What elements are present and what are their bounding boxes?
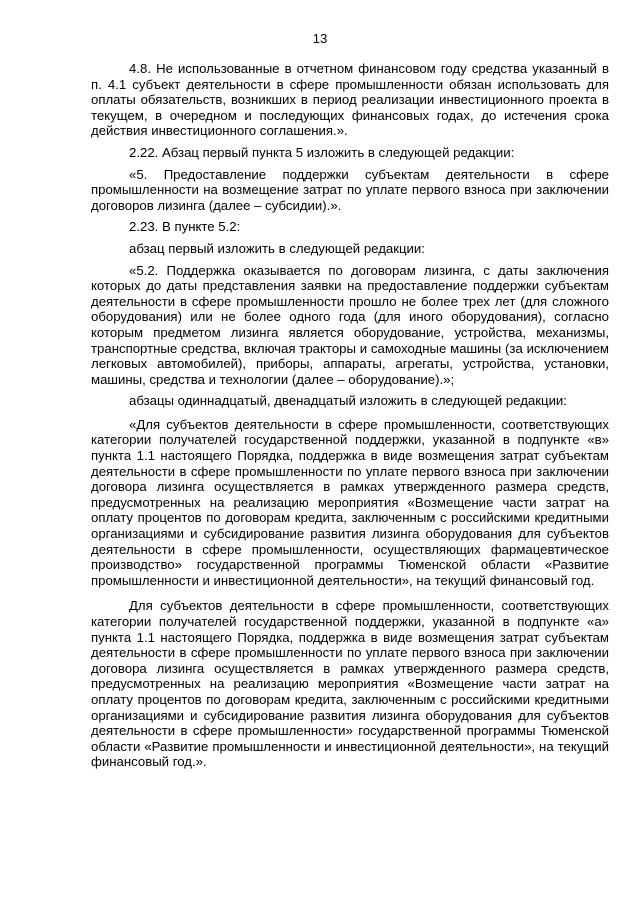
paragraph-abzacy-11-12: абзацы одиннадцатый, двенадцатый изложить в следующей редакции: <box>129 393 567 409</box>
document-body <box>91 61 609 770</box>
paragraph-4-8: 4.8. Не использованные в отчетном финансовом году средства указанный в п. 4.1 субъект деятельности в сфере промышленности обязан использовать для оплаты обязательств, возникших в период реализации инвестиционного проекта в текущем, в очередном и последующих финансовых годах, до истечения срока действия инвестиционного соглашения.». <box>91 61 609 139</box>
paragraph-subpoint-a: Для субъектов деятельности в сфере промышленности, соответствующих категории получателей государственной поддержки, указанной в подпункте «а» пункта 1.1 настоящего Порядка, поддержка в виде возмещения затрат субъектам деятельности в сфере промышленности по уплате первого взноса при заключении договора лизинга осуществляется в рамках утвержденного размера средств, предусмотренных на реализацию мероприятия «Возмещение части затрат на оплату процентов по договорам кредита, заключенным с российскими кредитными организациями и субсидирование развития лизинга оборудования для субъектов деятельности в сфере промышленности» государственной программы Тюменской области «Развитие промышленности и инвестиционной деятельности», на текущий финансовый год.». <box>91 598 609 770</box>
paragraph-subpoint-v: «Для субъектов деятельности в сфере промышленности, соответствующих категории получателей государственной поддержки, указанной в подпункте «в» пункта 1.1 настоящего Порядка, поддержка в виде возмещения затрат субъектам деятельности в сфере промышленности по уплате первого взноса при заключении договора лизинга осуществляется в рамках утвержденного размера средств, предусмотренных на реализацию мероприятия «Возмещение части затрат на оплату процентов по договорам кредита, заключенным с российскими кредитными организациями и субсидирование развития лизинга оборудования для субъектов деятельности в сфере промышленности, осуществляющих фармацевтическое производство» государственной программы Тюменской области «Развитие промышленности и инвестиционной деятельности», на текущий финансовый год. <box>91 416 609 588</box>
paragraph-5-2-quote: «5.2. Поддержка оказывается по договорам лизинга, с даты заключения которых до даты представления заявки на предоставление поддержки субъектам деятельности в сфере промышленности прошло не более трех лет (для сложного оборудования) или не более одного года (для иного оборудования), согласно которым предметом лизинга является оборудование, устройства, механизмы, транспортные средства, включая тракторы и самоходные машины (за исключением легковых автомобилей), приборы, аппараты, агрегаты, устройства, установки, машины, средства и технологии (далее – оборудование).»; <box>91 262 609 387</box>
page-number: 13 <box>312 31 328 46</box>
paragraph-first-abzac: абзац первый изложить в следующей редакции: <box>129 240 425 256</box>
paragraph-2-23: 2.23. В пункте 5.2: <box>129 219 241 235</box>
paragraph-5-quote: «5. Предоставление поддержки субъектам деятельности в сфере промышленности на возмещение затрат по уплате первого взноса при заключении договоров лизинга (далее – субсидии).». <box>91 166 609 213</box>
paragraph-2-22: 2.22. Абзац первый пункта 5 изложить в следующей редакции: <box>129 144 515 160</box>
